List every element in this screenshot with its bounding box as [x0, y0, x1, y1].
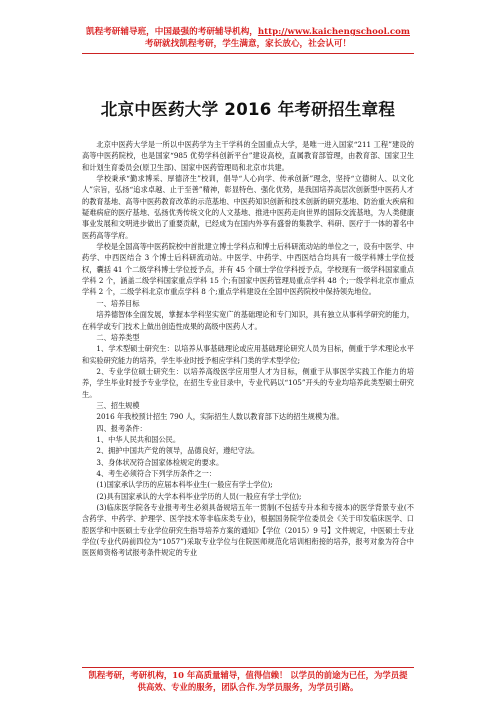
paragraph: 4、考生必须符合下列学历条件之一： [96, 468, 216, 478]
paragraph: 2、专业学位硕士研究生：以培养高级医学应用型人才为目标，侧重于从事医学实践工作能力的培养，学生毕业时授予专业学位，在招生专业目录中，专业代码以“105”开头的专业均培养此类型硕士研究生。 [82, 366, 414, 399]
footer-line-1: 凯程考研，考研机构，10 年高质量辅导，值得信赖！ 以学员的前途为已任，为学员提 [88, 670, 408, 680]
paragraph: 2、拥护中国共产党的领导，品德良好，遵纪守法。 [96, 446, 260, 456]
paragraph: 培养德智体全面发展，掌握本学科坚实宽广的基础理论和专门知识，具有独立从事科学研究的能力，在科学或专门技术上做出创造性成果的高级中医药人才。 [82, 310, 414, 331]
paragraph: 2016 年我校预计招生 790 人，实际招生人数以教育部下达的招生规模为准。 [96, 412, 344, 422]
paragraph: 一、培养目标 [96, 298, 140, 308]
paragraph: (2)具有国家承认的大学本科毕业学历的人员(一般应有学士学位); [96, 491, 302, 501]
page-header [0, 26, 496, 50]
paragraph: (1)国家承认学历的应届本科毕业生(一般应有学士学位); [96, 480, 273, 490]
header-line-1 [0, 26, 496, 38]
paragraph: 北京中医药大学是一所以中医药学为主干学科的全国重点大学，是唯一进入国家“211 工程”建设的高等中医药院校，也是国家“985 优势学科创新平台”建设高校，直属教育部管理，由教育部、国家卫生和计划生育委员会(原卫生部)、国家中医药管理局和北京市共建。 [82, 140, 414, 172]
paragraph: 三、招生规模 [96, 400, 140, 410]
paragraph: 3、身体状况符合国家体检规定的要求。 [96, 457, 224, 467]
paragraph: 学校秉承“勤求博采、厚德济生”校训，倡导“人心向学、传承创新”理念，坚持“立德树人、以文化人”宗旨，弘扬“追求卓越、止于至善”精神，彰显特色、强化优势，是我国培养高层次创新型中医药人才的教育基地、高等中医药教育改革的示范基地、中医药知识创新和技术创新的研究基地、防治重大疾病和疑难病症的医疗基地、弘扬优秀传统文化的人文基地、推进中医药走向世界的国际交流基地，为人类健康事业发展和文明进步做出了重要贡献，已经成为在国内外享有盛誉的集教学、科研、医疗于一体的著名中医药高等学府。 [82, 174, 414, 240]
header-line-2: 考研就找凯程考研，学生满意，家长放心，社会认可！ [144, 39, 352, 49]
paragraph: 1、学术型硕士研究生：以培养从事基础理论或应用基础理论研究人员为目标，侧重于学术理论水平和实验研究能力的培养，学生毕业时授予相应学科门类的学术型学位; [82, 344, 414, 365]
header-slogan: 凯程考研辅导班，中国最强的考研辅导机构， [86, 27, 258, 37]
paragraph: (3)临床医学院各专业报考考生必须具备规培五年一贯制(不包括专升本和专接本)的医学背景专业(不含药学、中药学、护理学、医学技术等非临床类专业)，根据国务院学位委员会《关于印发临床医学、口腔医学和中医硕士专业学位研究生指导培养方案的通知》【学位（2015）9 号】文件规定，中医硕士专业学位(专业代码前四位为“1057”)采取专业学位与住院医师规范化培训相衔接的培养，报考对象为符合中医医师资格考试报考条件规定的专业 [82, 503, 414, 558]
paragraph: 二、培养类型 [96, 332, 140, 342]
page-footer [0, 670, 496, 693]
footer-divider [82, 667, 414, 668]
paragraph: 1、中华人民共和国公民。 [96, 434, 181, 444]
document-title: 北京中医药大学 2016 年考研招生章程 [100, 100, 396, 119]
footer-line-2: 供高效、专业的服务，团队合作.为学员服务，为学员引路。 [137, 681, 359, 692]
header-link[interactable]: http://www.kaichengschool.com [257, 27, 410, 37]
header-divider [82, 53, 414, 54]
paragraph: 四、报考条件： [96, 423, 147, 433]
paragraph: 学校是全国高等中医药院校中首批建立博士学科点和博士后科研流动站的单位之一，设有中医学、中药学、中西医结合 3 个博士后科研流动站。中医学、中药学、中西医结合均具有一级学科博士学位授权，囊括 41 个二级学科博士学位授予点，并有 45 个硕士学位学科授予点，学校现有一级学科国家重点学科 2 个，涵盖二级学科国家重点学科 15 个;有国家中医药管理局重点学科 48 个;一级学科北京市重点学科 2 个，二级学科北京市重点学科 8 个;重点学科建设在全国中医药院校中保持领先地位。 [82, 242, 414, 297]
document-body [82, 139, 414, 609]
